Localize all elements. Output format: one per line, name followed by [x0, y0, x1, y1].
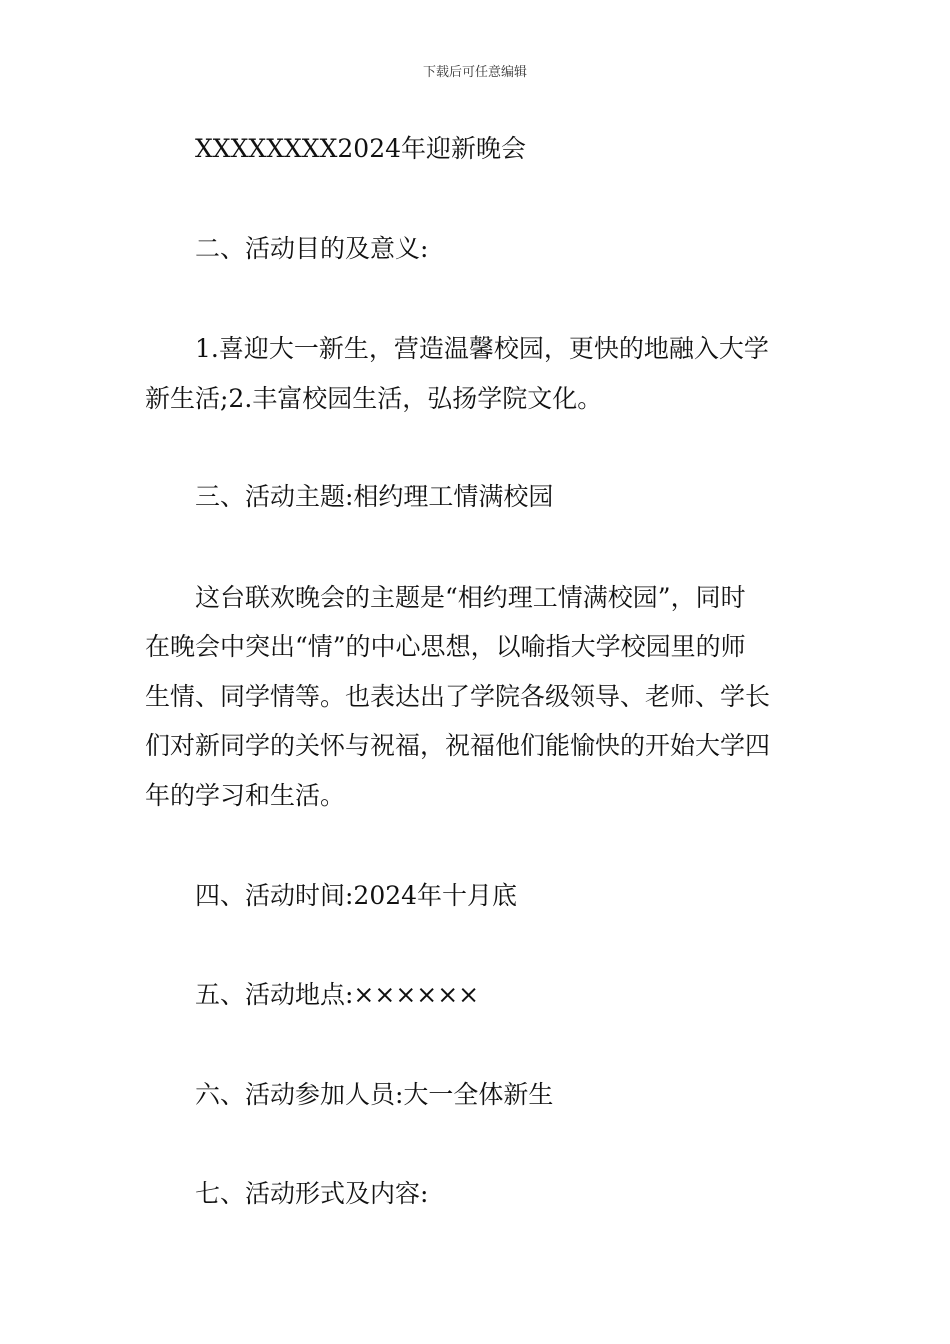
section-heading-purpose: 二、活动目的及意义:	[195, 234, 429, 263]
section-heading-location: 五、活动地点:××××××	[195, 980, 480, 1009]
theme-paragraph-line-5: 年的学习和生活。	[145, 781, 346, 810]
theme-paragraph-line-3: 生情、同学情等。也表达出了学院各级领导、老师、学长	[145, 682, 771, 711]
section-heading-format: 七、活动形式及内容:	[195, 1179, 429, 1208]
theme-paragraph-line-2: 在晚会中突出“情”的中心思想，以喻指大学校园里的师	[145, 632, 746, 661]
section-heading-theme: 三、活动主题:相约理工情满校园	[195, 482, 554, 511]
theme-paragraph-line-1: 这台联欢晚会的主题是“相约理工情满校园”，同时	[195, 583, 746, 612]
purpose-text-line-2: 新生活;2.丰富校园生活，弘扬学院文化。	[145, 384, 603, 413]
page-header: 下载后可任意编辑	[422, 65, 527, 80]
purpose-text-line-1: 1.喜迎大一新生，营造温馨校园，更快的地融入大学	[195, 334, 769, 363]
section-heading-participants: 六、活动参加人员:大一全体新生	[195, 1080, 554, 1109]
section-heading-time: 四、活动时间:2024年十月底	[195, 881, 518, 910]
theme-paragraph-line-4: 们对新同学的关怀与祝福，祝福他们能愉快的开始大学四	[145, 731, 771, 760]
event-title: XXXXXXXX2024年迎新晚会	[195, 134, 527, 163]
